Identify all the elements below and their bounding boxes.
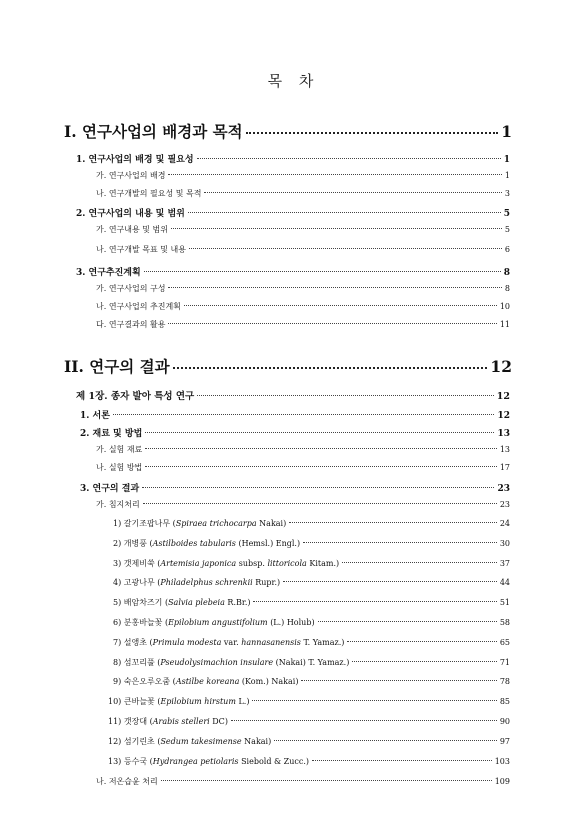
species-author: Rupr. <box>255 578 278 588</box>
toc-species-title: 7) 설앵초 (Primula modesta var. hannasanensis T. Yamaz.) <box>113 637 345 647</box>
toc-page-number: 12 <box>490 357 512 376</box>
toc-page-number: 12 <box>497 411 510 421</box>
toc-section-title: 1. 서론 <box>80 411 110 421</box>
leader-dots <box>303 542 497 543</box>
toc-species-item[interactable] <box>108 696 510 707</box>
leader-dots <box>173 367 488 369</box>
species-korean-name: 갈기조팝나무 <box>123 519 171 528</box>
toc-species-title: 2) 개병풍 (Astilboides tabularis (Hemsl.) Engl.) <box>113 538 301 548</box>
toc-section-title: 1. 연구사업의 배경 및 필요성 <box>76 155 194 165</box>
species-author: (L.) Holub <box>270 618 312 627</box>
toc-page-number: 13 <box>499 445 510 454</box>
toc-item[interactable] <box>96 444 510 455</box>
species-number: 13) <box>108 756 122 766</box>
toc-page-number: 12 <box>496 391 510 402</box>
toc-species-title: 10) 큰바늘꽃 (Epilobium hirstum L.) <box>108 697 250 707</box>
leader-dots <box>142 487 494 488</box>
leader-dots <box>347 641 496 642</box>
species-infraspecific-name: hannasanensis <box>241 637 301 647</box>
toc-page-number: 1 <box>501 122 512 141</box>
toc-species-item[interactable] <box>108 756 510 767</box>
species-author: T. Yamaz. <box>303 637 342 647</box>
leader-dots <box>231 720 497 721</box>
page-title: 목 차 <box>267 72 320 90</box>
species-author: (Kom.) Nakai <box>241 677 296 687</box>
toc-page-number: 109 <box>494 777 510 786</box>
species-korean-name: 큰바늘꽃 <box>123 697 155 707</box>
toc-page-number: 44 <box>499 578 510 588</box>
leader-dots <box>274 740 497 741</box>
species-scientific-name: Sedum takesimense <box>160 736 242 746</box>
species-korean-name: 설앵초 <box>123 637 147 647</box>
species-author: L. <box>238 697 247 707</box>
toc-species-title: 12) 섬기린초 (Sedum takesimense Nakai) <box>108 736 272 746</box>
toc-page-number: 65 <box>499 637 510 647</box>
toc-item[interactable] <box>96 170 510 181</box>
leader-dots <box>145 432 494 433</box>
species-scientific-name: Arabis stelleri <box>152 717 210 726</box>
toc-page-number: 5 <box>503 209 510 219</box>
species-number: 2) <box>113 538 122 548</box>
toc-species-item[interactable] <box>113 676 510 687</box>
toc-item[interactable] <box>96 776 510 787</box>
toc-page-number: 23 <box>497 484 510 494</box>
toc-item[interactable] <box>96 319 510 330</box>
toc-item-title: 다. 연구결과의 활용 <box>96 320 166 329</box>
species-korean-name: 섬기린초 <box>123 736 155 746</box>
species-korean-name: 섬꼬리풀 <box>123 657 155 667</box>
leader-dots <box>168 323 496 324</box>
species-scientific-name: Epilobium angustifolium <box>168 618 268 627</box>
species-number: 8) <box>113 657 122 667</box>
toc-item[interactable] <box>96 224 510 235</box>
toc-item[interactable] <box>96 283 510 294</box>
leader-dots <box>113 414 495 415</box>
toc-item-title: 가. 침지처리 <box>96 500 140 509</box>
leader-dots <box>145 466 497 467</box>
toc-chapter[interactable] <box>76 388 510 402</box>
toc-page-number: 8 <box>503 268 510 278</box>
toc-section[interactable] <box>80 408 510 421</box>
species-scientific-name: Salvia plebeia <box>168 598 225 608</box>
toc-section[interactable] <box>80 481 510 494</box>
toc-item-title: 나. 연구사업의 추진계획 <box>96 302 181 311</box>
leader-dots <box>168 174 501 175</box>
toc-species-title: 9) 숙은오루오줌 (Astilbe koreana (Kom.) Nakai) <box>113 677 299 687</box>
leader-dots <box>342 562 497 563</box>
species-author: DC <box>212 717 225 726</box>
toc-item-title: 가. 실험 재료 <box>96 445 143 454</box>
toc-item-title: 나. 실험 방법 <box>96 463 143 472</box>
species-scientific-name: Pseudolysimachion insulare <box>160 657 274 667</box>
toc-page-number: 3 <box>504 189 510 198</box>
toc-section[interactable] <box>76 206 510 219</box>
leader-dots <box>283 581 497 582</box>
toc-item-title: 나. 연구개발 목표 및 내용 <box>96 245 186 254</box>
leader-dots <box>318 621 497 622</box>
species-number: 4) <box>113 578 122 588</box>
species-korean-name: 분홍바늘꽃 <box>123 618 163 627</box>
toc-page-number: 90 <box>499 717 510 726</box>
toc-page-number: 17 <box>499 463 510 472</box>
leader-dots <box>188 212 501 213</box>
leader-dots <box>204 192 501 193</box>
leader-dots <box>352 661 496 662</box>
species-author: Kitam. <box>309 558 337 568</box>
leader-dots <box>289 522 497 523</box>
toc-page-number: 30 <box>499 538 510 548</box>
species-number: 9) <box>113 677 122 687</box>
leader-dots <box>189 248 502 249</box>
toc-page-number: 51 <box>499 598 510 608</box>
species-author: (Nakai) T. Yamaz. <box>275 657 347 667</box>
toc-species-title: 1) 갈기조팝나무 (Spiraea trichocarpa Nakai) <box>113 519 287 528</box>
species-korean-name: 갯장대 <box>123 717 148 726</box>
species-scientific-name: Epilobium hirstum <box>160 697 236 707</box>
toc-species-item[interactable] <box>113 518 510 529</box>
species-scientific-name: Spiraea trichocarpa <box>175 519 257 528</box>
leader-dots <box>252 700 496 701</box>
toc-part-1[interactable] <box>64 120 512 142</box>
species-author: R.Br. <box>227 598 248 608</box>
leader-dots <box>253 601 496 602</box>
leader-dots <box>143 503 497 504</box>
toc-item[interactable] <box>96 188 510 199</box>
toc-species-title: 6) 분홍바늘꽃 (Epilobium angustifolium (L.) Holub) <box>113 618 315 627</box>
leader-dots <box>312 760 492 761</box>
toc-page-number: 8 <box>504 284 510 293</box>
species-korean-name: 숙은오루오줌 <box>123 677 171 687</box>
toc-page-number: 71 <box>499 657 510 667</box>
species-scientific-name: Hydrangea petiolaris <box>152 756 239 766</box>
leader-dots <box>246 132 499 134</box>
leader-dots <box>301 680 496 681</box>
species-number: 6) <box>113 618 122 627</box>
toc-page-number: 97 <box>499 736 510 746</box>
toc-section[interactable] <box>80 426 510 439</box>
species-scientific-name: Astilbe koreana <box>175 677 240 687</box>
species-korean-name: 등수국 <box>123 756 148 766</box>
toc-species-item[interactable] <box>113 558 510 569</box>
toc-species-item[interactable] <box>113 657 510 668</box>
toc-species-title: 8) 섬꼬리풀 (Pseudolysimachion insulare (Nakai) T. Yamaz.) <box>113 657 350 667</box>
toc-item[interactable] <box>96 499 510 510</box>
toc-species-item[interactable] <box>108 716 510 727</box>
toc-part-2-title: II. 연구의 결과 <box>64 357 170 376</box>
species-author: (Hemsl.) Engl. <box>238 538 297 548</box>
leader-dots <box>197 158 501 159</box>
toc-species-title: 3) 갯제비쑥 (Artemisia japonica subsp. littoricola Kitam.) <box>113 558 340 568</box>
leader-dots <box>145 448 497 449</box>
species-rank: subsp. <box>238 558 265 568</box>
toc-section-title: 3. 연구의 결과 <box>80 484 140 494</box>
leader-dots <box>171 228 502 229</box>
species-number: 11) <box>108 717 122 726</box>
leader-dots <box>168 287 501 288</box>
toc-species-item[interactable] <box>108 736 510 747</box>
toc-item[interactable] <box>96 301 510 312</box>
toc-chapter-title: 제 1장. 종자 발아 특성 연구 <box>76 391 195 402</box>
toc-item[interactable] <box>96 244 510 255</box>
toc-page-number: 6 <box>504 245 510 254</box>
species-scientific-name: Primula modesta <box>152 637 222 647</box>
toc-species-title: 13) 등수국 (Hydrangea petiolaris Siebold & Zucc.) <box>108 756 309 766</box>
toc-item-title: 나. 저온습윤 처리 <box>96 777 158 786</box>
leader-dots <box>184 305 497 306</box>
species-scientific-name: Philadelphus schrenkii <box>160 578 253 588</box>
toc-species-item[interactable] <box>113 637 510 648</box>
species-number: 3) <box>113 558 122 568</box>
toc-section[interactable] <box>76 152 510 165</box>
toc-page-number: 5 <box>504 225 510 234</box>
toc-page-number: 11 <box>499 320 510 329</box>
species-number: 10) <box>108 697 122 707</box>
toc-page-number: 23 <box>499 500 510 509</box>
toc-species-item[interactable] <box>113 617 510 628</box>
species-infraspecific-name: littoricola <box>267 558 307 568</box>
toc-page-number: 10 <box>499 302 510 311</box>
toc-page-number: 85 <box>499 697 510 707</box>
toc-section-title: 2. 재료 및 방법 <box>80 429 143 439</box>
species-author: Siebold & Zucc. <box>241 756 306 766</box>
leader-dots <box>197 395 494 396</box>
toc-species-item[interactable] <box>113 577 510 588</box>
toc-page-number: 24 <box>499 519 510 528</box>
species-korean-name: 개병풍 <box>123 538 147 548</box>
species-author: Nakai <box>259 519 284 528</box>
toc-page-number: 37 <box>499 558 510 568</box>
species-number: 1) <box>113 519 122 528</box>
species-number: 7) <box>113 637 122 647</box>
toc-page-number: 58 <box>499 618 510 627</box>
species-korean-name: 배암차즈기 <box>123 598 163 608</box>
toc-species-item[interactable] <box>113 538 510 549</box>
toc-item[interactable] <box>96 462 510 473</box>
toc-item-title: 나. 연구개발의 필요성 및 목적 <box>96 189 202 198</box>
toc-page-number: 13 <box>497 429 510 439</box>
species-number: 12) <box>108 736 122 746</box>
toc-page-number: 103 <box>494 756 510 766</box>
toc-item-title: 가. 연구사업의 구성 <box>96 284 166 293</box>
toc-section[interactable] <box>76 265 510 278</box>
species-scientific-name: Artemisia japonica <box>160 558 237 568</box>
toc-species-item[interactable] <box>113 597 510 608</box>
species-rank: var. <box>223 637 239 647</box>
species-number: 5) <box>113 598 122 608</box>
toc-section-title: 3. 연구추진계획 <box>76 268 141 278</box>
species-korean-name: 갯제비쑥 <box>123 558 155 568</box>
species-scientific-name: Astilboides tabularis <box>152 538 236 548</box>
toc-species-title: 4) 고광나무 (Philadelphus schrenkii Rupr.) <box>113 578 281 588</box>
toc-page-number: 78 <box>499 677 510 687</box>
toc-part-1-title: I. 연구사업의 배경과 목적 <box>64 122 243 141</box>
toc-item-title: 가. 연구사업의 배경 <box>96 171 166 180</box>
toc-page-number: 1 <box>504 171 510 180</box>
toc-page-number: 1 <box>503 155 510 165</box>
toc-species-title: 11) 갯장대 (Arabis stelleri DC) <box>108 717 228 726</box>
toc-section-title: 2. 연구사업의 내용 및 범위 <box>76 209 185 219</box>
leader-dots <box>144 271 501 272</box>
toc-species-title: 5) 배암차즈기 (Salvia plebeia R.Br.) <box>113 598 251 608</box>
species-korean-name: 고광나무 <box>123 578 155 588</box>
species-author: Nakai <box>244 736 269 746</box>
toc-part-2[interactable] <box>64 355 512 377</box>
toc-item-title: 가. 연구내용 및 범위 <box>96 225 168 234</box>
leader-dots <box>161 780 492 781</box>
